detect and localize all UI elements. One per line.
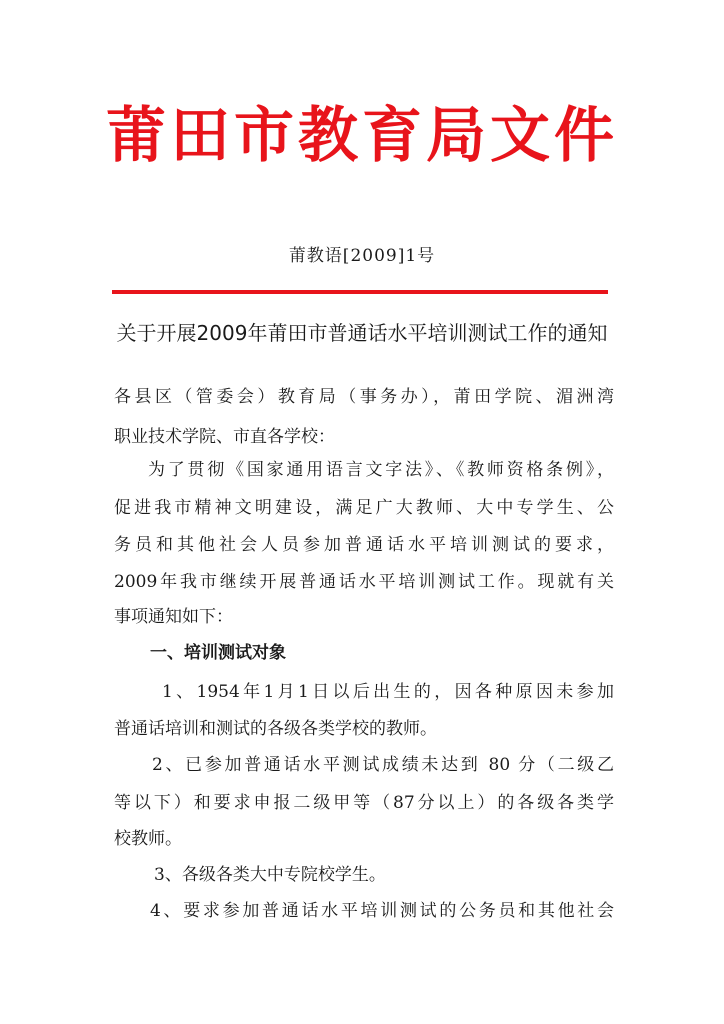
list-item-line: 4、要求参加普通话水平培训测试的公务员和其他社会	[150, 901, 614, 921]
addressee-line: 各县区（管委会）教育局（事务办），莆田学院、湄洲湾	[114, 387, 614, 407]
list-item-line: 1、1954年1月1日以后出生的，因各种原因未参加	[162, 682, 614, 702]
red-divider	[112, 290, 608, 294]
section-heading: 一、培训测试对象	[150, 643, 286, 663]
list-item-line: 普通话培训和测试的各级各类学校的教师。	[114, 719, 437, 739]
addressee-line: 职业技术学院、市直各学校：	[114, 427, 335, 447]
intro-paragraph-line: 务员和其他社会人员参加普通话水平培训测试的要求，	[114, 535, 614, 555]
intro-paragraph-line: 为了贯彻《国家通用语言文字法》、《教师资格条例》，	[148, 460, 614, 480]
intro-paragraph-line: 事项通知如下：	[114, 607, 233, 627]
intro-paragraph-line: 促进我市精神文明建设，满足广大教师、大中专学生、公	[114, 498, 614, 518]
list-item-line: 2、已参加普通话水平测试成绩未达到 80 分（二级乙	[152, 755, 614, 775]
list-item-line: 等以下）和要求申报二级甲等（87分以上）的各级各类学	[114, 793, 614, 813]
list-item-line: 3、各级各类大中专院校学生。	[154, 865, 386, 885]
intro-paragraph-line: 2009年我市继续开展普通话水平培训测试工作。现就有关	[114, 572, 614, 592]
document-header-title: 莆田市教育局文件	[106, 101, 618, 171]
notice-title: 关于开展2009年莆田市普通话水平培训测试工作的通知	[116, 321, 608, 345]
document-number: 莆教语[2009]1号	[288, 246, 436, 266]
list-item-line: 校教师。	[114, 829, 182, 849]
